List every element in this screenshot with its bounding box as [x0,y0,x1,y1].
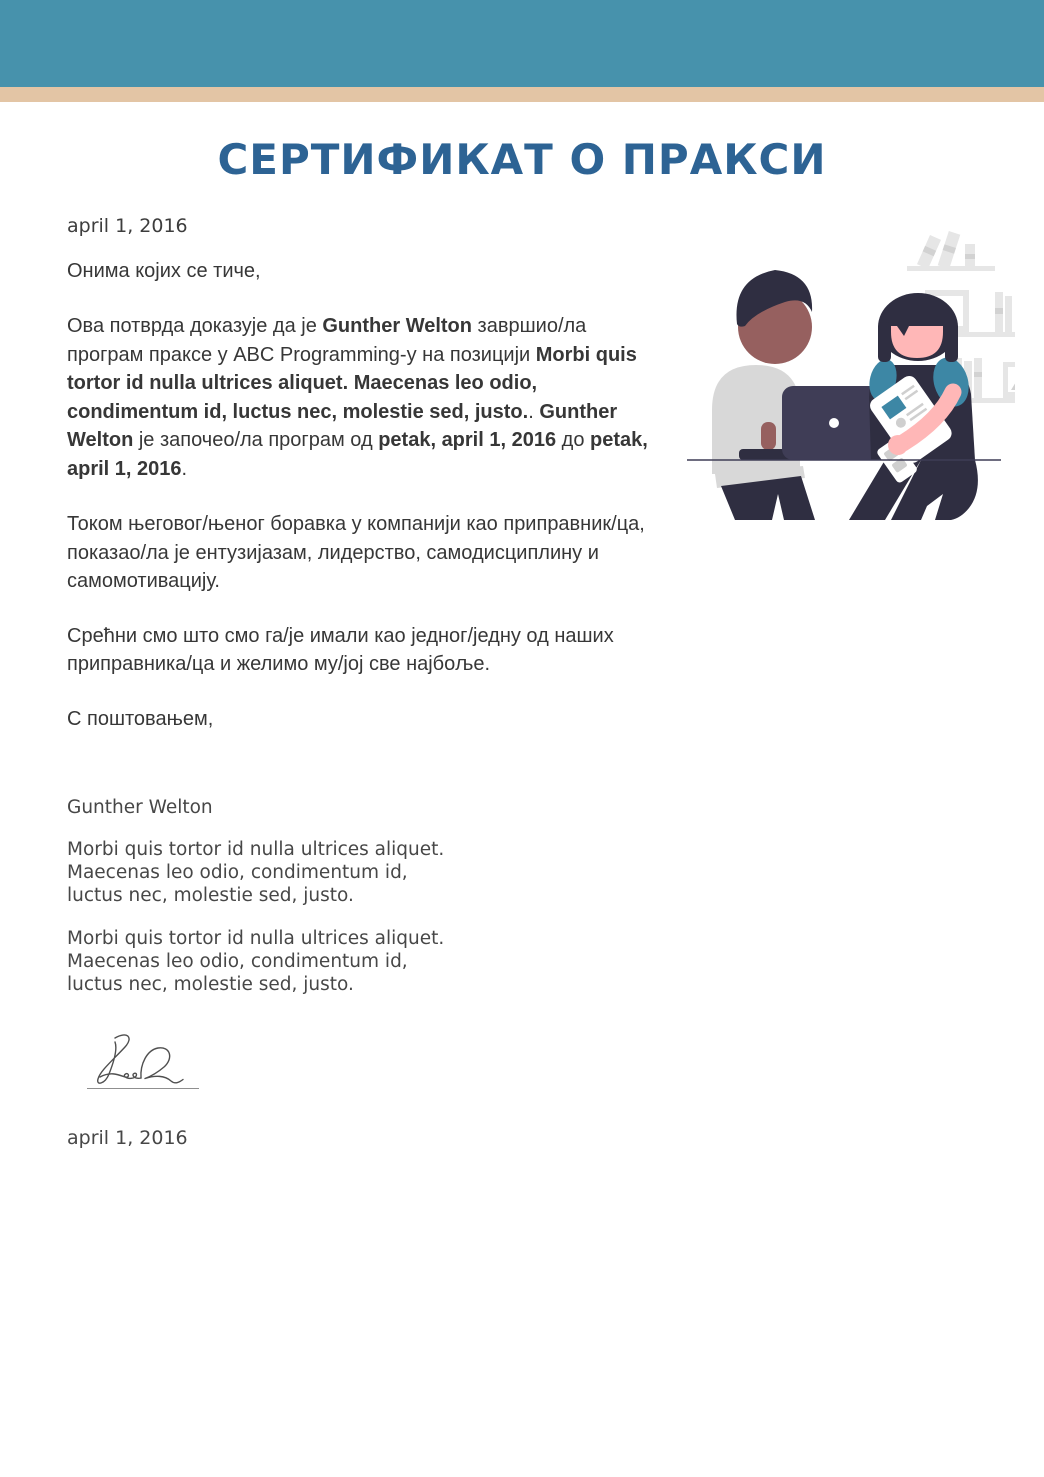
signature-line [87,1033,199,1089]
signature-scribble-icon [87,1033,199,1088]
body-paragraph-1: Ова потврда доказује да је Gunther Welton завршио/ла програм праксе у ABC Programming-у на позицији Morbi quis tortor id nulla ultrices aliquet. Maecenas leo odio, condimentum id, luctus nec, molestie sed, justo.. Gunther Welton је започео/ла програм од petak, april 1, 2016 до petak, april 1, 2016. [67,315,648,480]
certificate-letter-body [67,212,667,1150]
signatory-name: Gunther Welton [67,797,213,818]
issue-date: april 1, 2016 [67,215,188,237]
header-accent-stripe [0,87,1044,102]
body-paragraph-3: Срећни смо што смо га/је имали као једног/једну од наших приправника/ца и желимо му/јој све најбоље. [67,624,614,675]
signature-date: april 1, 2016 [67,1127,188,1149]
salutation: Онима којих се тиче, [67,259,261,282]
header-band [0,0,1044,87]
signatory-block [67,796,449,1150]
signatory-position-1: Morbi quis tortor id nulla ultrices aliquet. Maecenas leo odio, condimentum id, luctus nec, molestie sed, justo. [67,839,445,906]
closing-phrase: С поштовањем, [67,707,214,730]
interns-illustration [685,222,1015,520]
certificate-title: СЕРТИФИКАТ О ПРАКСИ [217,135,827,184]
signatory-position-2: Morbi quis tortor id nulla ultrices aliquet. Maecenas leo odio, condimentum id, luctus nec, molestie sed, justo. [67,928,445,995]
body-paragraph-2: Током његовог/њеног боравка у компанији као приправник/ца, показао/ла је ентузијазам, лидерство, самодисциплину и самомотивацију. [67,513,645,592]
